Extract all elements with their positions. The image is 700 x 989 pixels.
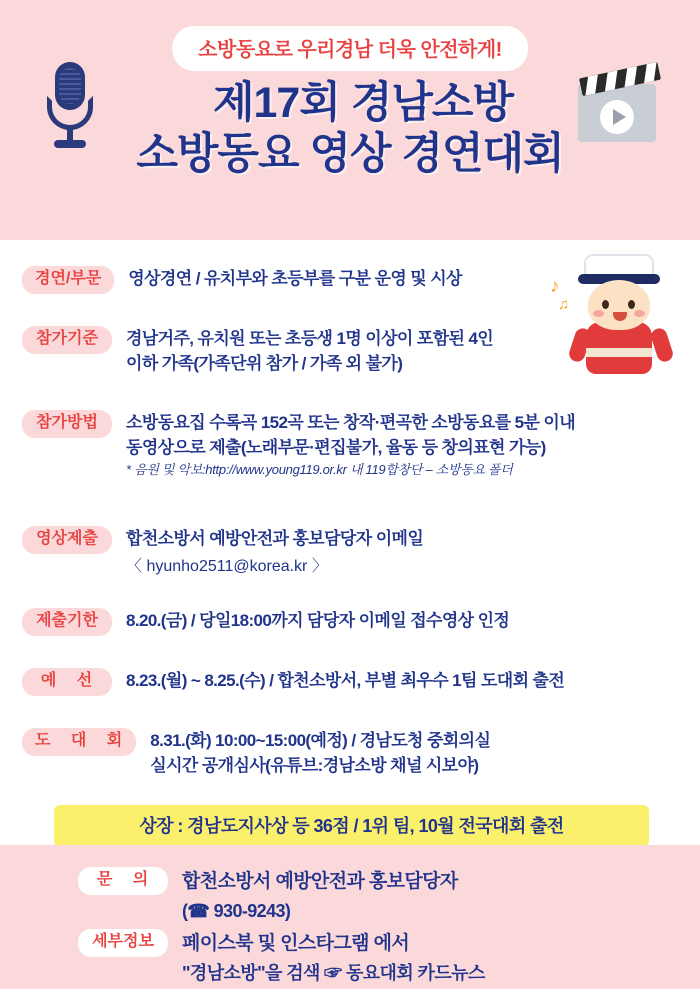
footer-tag: 세부정보 bbox=[78, 929, 168, 957]
info-row-competition bbox=[22, 266, 462, 294]
row-content bbox=[150, 728, 490, 778]
tagline-ribbon bbox=[172, 26, 528, 71]
firefighter-mascot bbox=[550, 250, 682, 380]
music-note-icon: ♫ bbox=[558, 296, 570, 313]
music-note-icon: ♪ bbox=[550, 276, 560, 297]
row-tag: 참가방법 bbox=[22, 410, 112, 438]
info-row-deadline bbox=[22, 608, 509, 636]
row-tag: 제출기한 bbox=[22, 608, 112, 636]
row-line: 합천소방서 예방안전과 홍보담당자 이메일 bbox=[126, 529, 424, 548]
row-line: 동영상으로 제출(노래부문·편집불가, 율동 등 창의표현 가능) bbox=[126, 437, 546, 457]
row-note: * 음원 및 악보:http://www.young119.or.kr 내 119합창단 – 소방동요 폴더 bbox=[126, 462, 513, 478]
page-title bbox=[0, 78, 700, 179]
footer-tag: 문 의 bbox=[78, 867, 168, 895]
footer-line: 합천소방서 예방안전과 홍보담당자 bbox=[182, 871, 458, 892]
footer-content bbox=[182, 867, 458, 924]
row-tag: 예 선 bbox=[22, 668, 112, 696]
row-tag: 영상제출 bbox=[22, 526, 112, 554]
details-area bbox=[0, 240, 700, 845]
row-content bbox=[126, 326, 493, 376]
info-row-eligibility bbox=[22, 326, 493, 376]
tagline-text: 소방동요로 우리경남 더욱 안전하게! bbox=[198, 39, 502, 61]
row-tag: 경연/부문 bbox=[22, 266, 114, 294]
row-line: 이하 가족(가족단위 참가 / 가족 외 불가) bbox=[126, 353, 403, 373]
row-content bbox=[126, 608, 509, 634]
footer-row-inquiry bbox=[78, 867, 458, 924]
row-line: 8.31.(화) 10:00~15:00(예정) / 경남도청 중회의실 bbox=[150, 731, 491, 750]
row-line: 8.20.(금) / 당일18:00까지 담당자 이메일 접수영상 인정 bbox=[126, 611, 510, 630]
footer-phone[interactable]: (☎ 930-9243) bbox=[182, 900, 291, 921]
row-tag: 도 대 회 bbox=[22, 728, 136, 756]
header-band bbox=[0, 0, 700, 240]
info-row-preliminary bbox=[22, 668, 564, 696]
row-line: 영상경연 / 유치부와 초등부를 구분 운영 및 시상 bbox=[128, 269, 462, 288]
info-row-submission bbox=[22, 526, 423, 578]
contact-email[interactable]: 〈 hyunho2511@korea.kr 〉 bbox=[126, 557, 328, 575]
info-row-final bbox=[22, 728, 490, 778]
title-line-1: 제17회 경남소방 bbox=[212, 79, 513, 127]
footer-line: "경남소방"을 검색 ☞ 동요대회 카드뉴스 bbox=[182, 962, 485, 983]
row-line: 실시간 공개심사(유튜브:경남소방 채널 시보야) bbox=[150, 755, 479, 775]
footer-band bbox=[0, 845, 700, 989]
row-content bbox=[126, 410, 575, 480]
title-line-2: 소방동요 영상 경연대회 bbox=[136, 129, 564, 178]
row-content bbox=[126, 668, 564, 694]
row-line: 경남거주, 유치원 또는 초등생 1명 이상이 포함된 4인 bbox=[126, 329, 494, 348]
info-row-how-to-enter bbox=[22, 410, 575, 480]
award-highlight bbox=[54, 805, 649, 847]
row-line: 8.23.(월) ~ 8.25.(수) / 합천소방서, 부별 최우수 1팀 도대회 출전 bbox=[126, 671, 565, 690]
footer-content bbox=[182, 929, 485, 986]
footer-line: 페이스북 및 인스타그램 에서 bbox=[182, 933, 410, 954]
award-text: 상장 : 경남도지사상 등 36점 / 1위 팀, 10월 전국대회 출전 bbox=[139, 816, 564, 836]
row-tag: 참가기준 bbox=[22, 326, 112, 354]
row-line: 소방동요집 수록곡 152곡 또는 창작·편곡한 소방동요를 5분 이내 bbox=[126, 413, 576, 432]
row-content bbox=[128, 266, 462, 292]
footer-row-details bbox=[78, 929, 485, 986]
row-content bbox=[126, 526, 423, 578]
